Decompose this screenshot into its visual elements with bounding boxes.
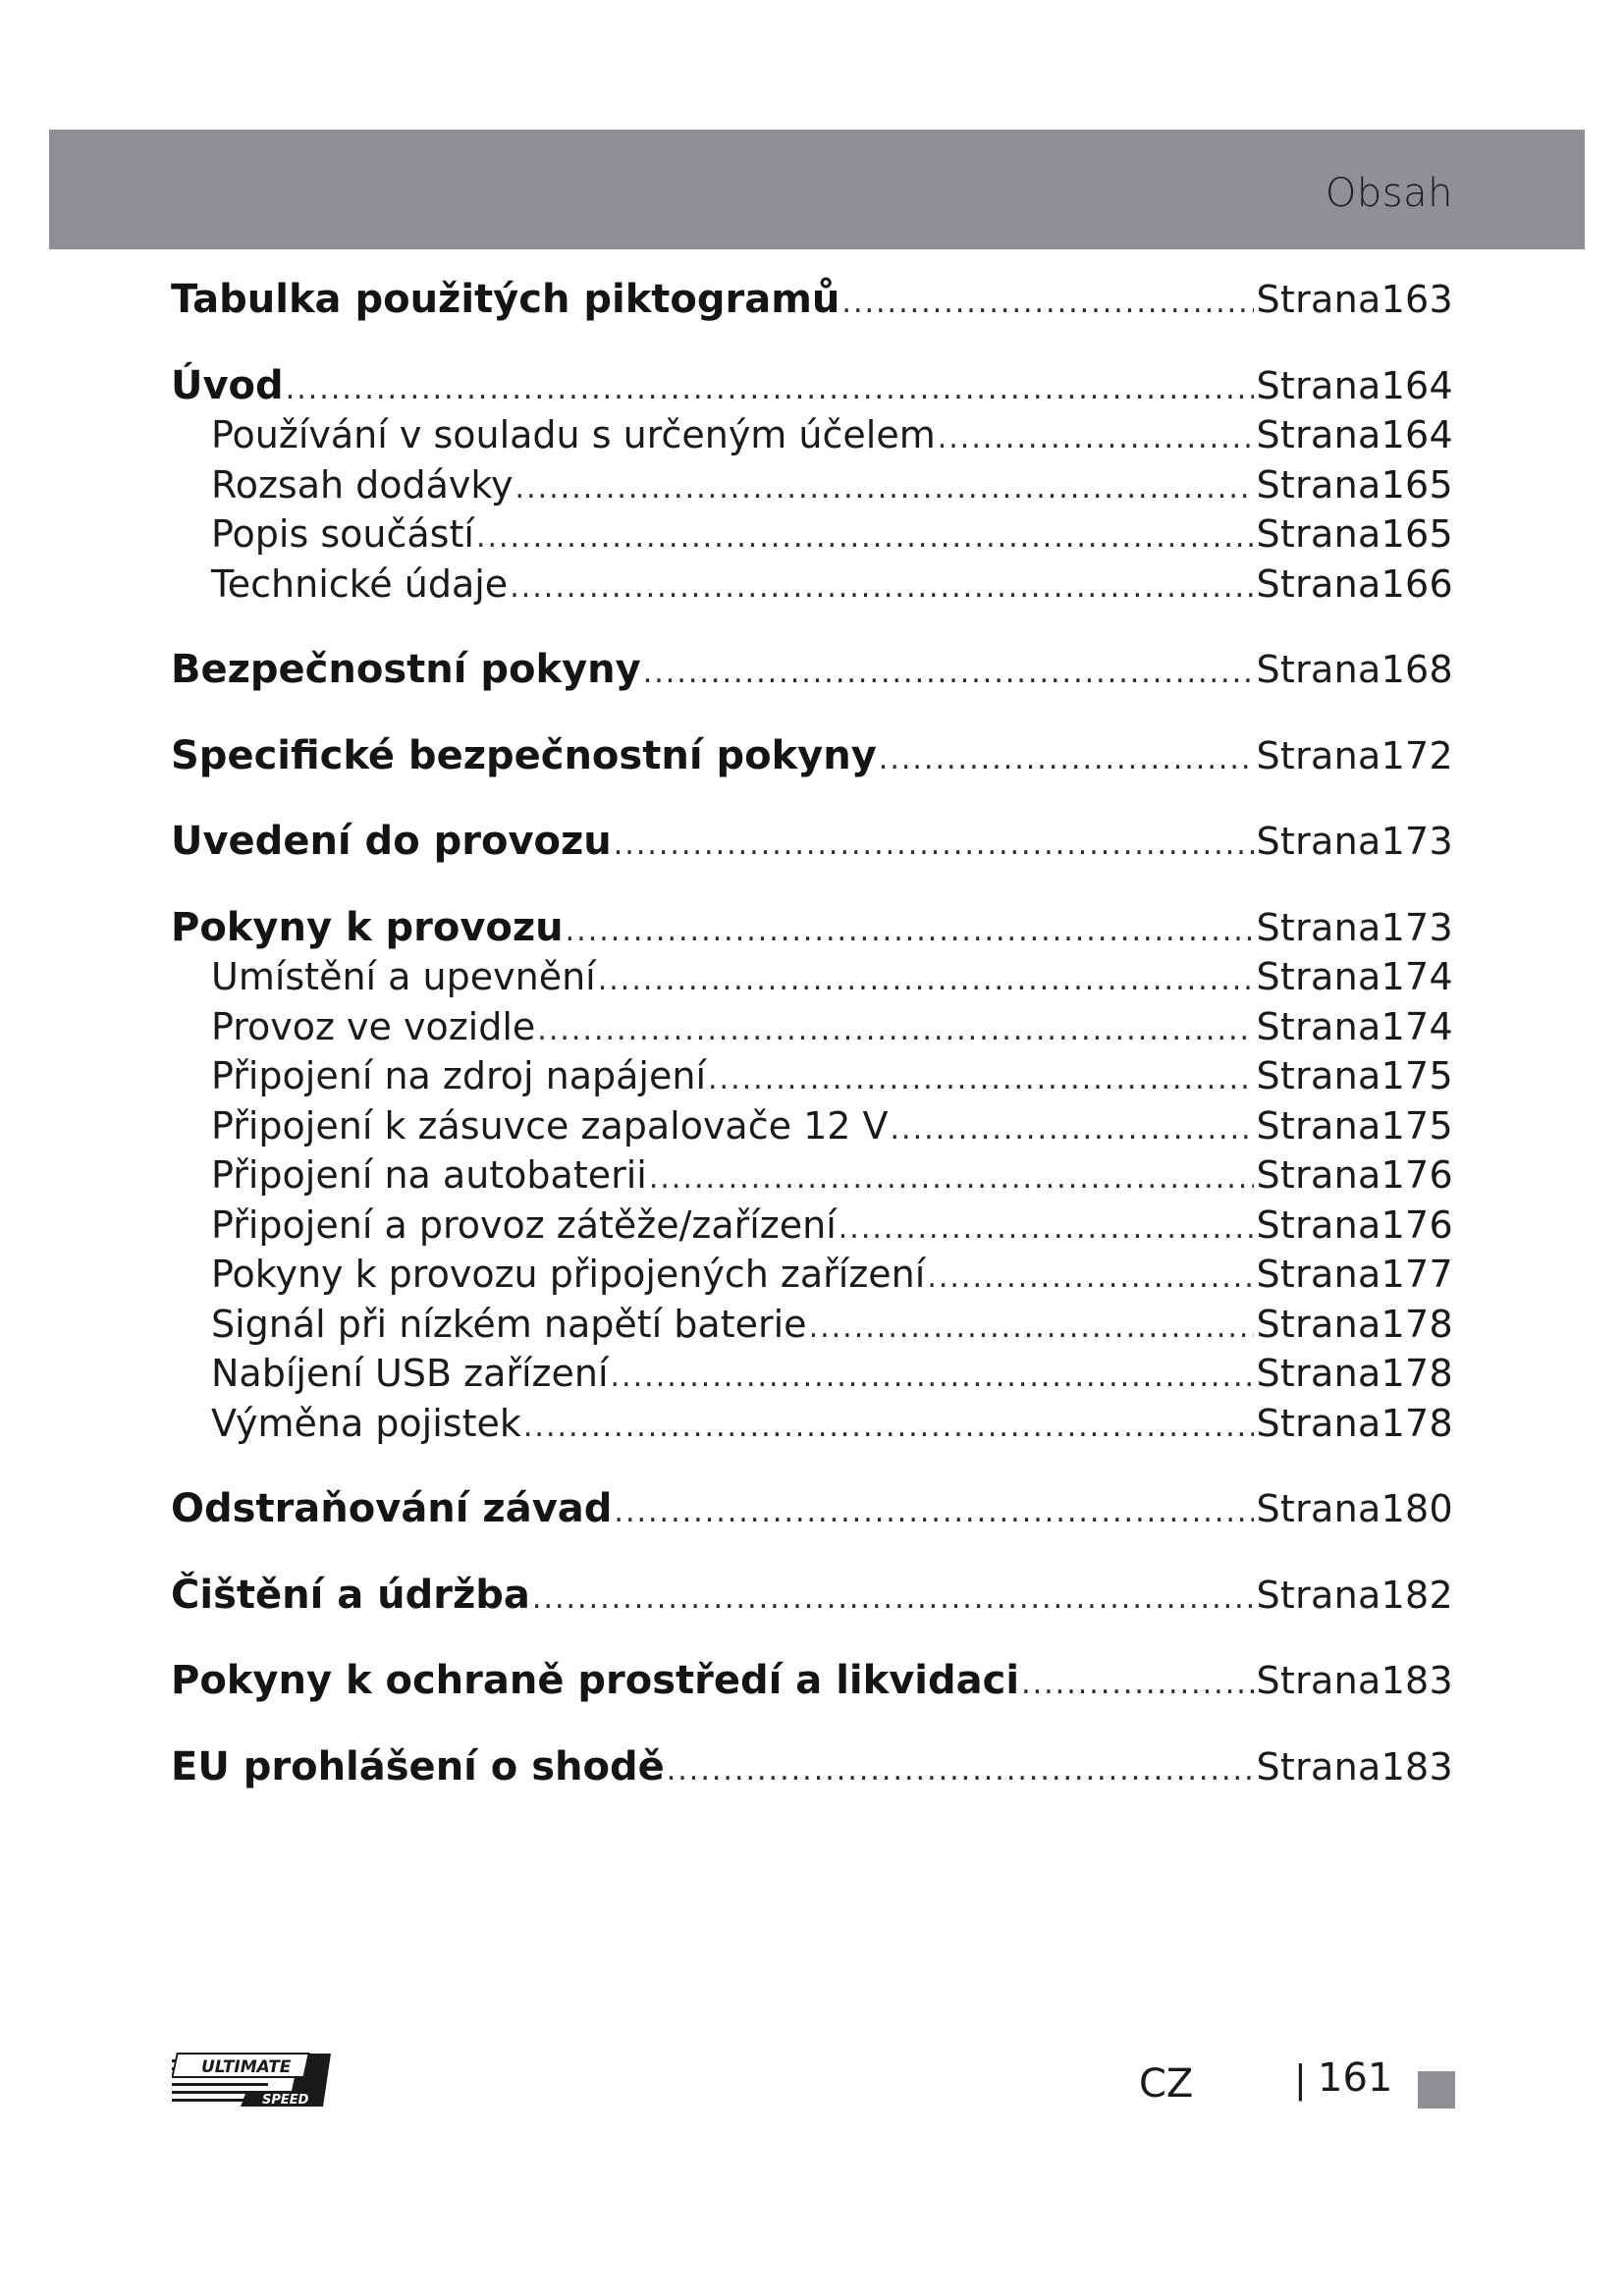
dot-leader [708, 1055, 1254, 1105]
toc-entry-title: Připojení na autobaterii [211, 1153, 647, 1197]
toc-entry-title: Nabíjení USB zařízení [211, 1352, 609, 1395]
toc-entry-page: Strana174 [1256, 955, 1453, 998]
toc-entry-page: Strana178 [1256, 1352, 1453, 1395]
toc-entry-page: Strana172 [1256, 733, 1453, 777]
toc-sub-entry[interactable] [171, 1300, 1453, 1350]
toc-entry-title: Rozsah dodávky [211, 462, 514, 507]
ultimate-speed-logo [172, 2052, 331, 2109]
toc-sub-entry[interactable] [171, 1051, 1453, 1101]
dot-leader [614, 821, 1255, 871]
logo-text-bottom: SPEED [262, 2093, 309, 2108]
toc-entry-title: Provoz ve vozidle [211, 1004, 536, 1048]
toc-section [171, 645, 1453, 695]
toc-entry-title: Připojení a provoz zátěže/zařízení [211, 1202, 837, 1247]
toc-sub-entry[interactable] [171, 1201, 1453, 1251]
toc-entry-title: Připojení na zdroj napájení [211, 1054, 707, 1097]
dot-leader [476, 513, 1255, 563]
dot-leader [611, 1353, 1255, 1403]
toc-entry-title: Používání v souladu s určeným účelem [211, 413, 936, 456]
dot-leader [532, 1575, 1255, 1625]
dot-leader [598, 956, 1255, 1006]
dot-leader [523, 1403, 1255, 1453]
toc-main-entry[interactable] [171, 1656, 1453, 1706]
toc-entry-page: Strana178 [1256, 1401, 1453, 1445]
dot-leader [938, 414, 1255, 464]
toc-section [171, 275, 1453, 325]
toc-entry-page: Strana166 [1256, 561, 1453, 606]
toc-entry-title: Popis součástí [211, 512, 474, 556]
dot-leader [649, 1154, 1255, 1204]
toc-entry-page: Strana177 [1256, 1253, 1453, 1296]
toc-entry-page: Strana175 [1256, 1054, 1453, 1097]
toc-entry-page: Strana183 [1256, 1744, 1453, 1789]
toc-main-entry[interactable] [171, 1571, 1453, 1621]
toc-entry-page: Strana176 [1256, 1153, 1453, 1197]
toc-sub-entry[interactable] [171, 1150, 1453, 1201]
toc-entry-title: Výměna pojistek [211, 1401, 521, 1445]
toc-sub-entry[interactable] [171, 410, 1453, 460]
toc-sub-entry[interactable] [171, 509, 1453, 560]
toc-section [171, 1656, 1453, 1706]
page-title: Obsah [1325, 171, 1453, 216]
toc-entry-title: Uvedení do provozu [171, 819, 612, 864]
language-code: CZ [1139, 2061, 1194, 2107]
toc-section [171, 731, 1453, 781]
dot-leader [1021, 1660, 1254, 1710]
dot-leader [643, 649, 1255, 699]
toc-sub-entry[interactable] [171, 1349, 1453, 1399]
toc-entry-title: Připojení k zásuvce zapalovače 12 V [211, 1103, 889, 1148]
toc-section [171, 817, 1453, 867]
toc-entry-title: Odstraňování závad [171, 1486, 613, 1531]
dot-leader [839, 1204, 1255, 1255]
toc-entry-page: Strana163 [1256, 278, 1453, 321]
toc-entry-page: Strana174 [1256, 1004, 1453, 1048]
toc-entry-title: Pokyny k ochraně prostředí a likvidaci [171, 1658, 1020, 1703]
table-of-contents [171, 275, 1453, 1828]
dot-leader [927, 1254, 1254, 1304]
toc-section [171, 1742, 1453, 1792]
toc-entry-page: Strana173 [1256, 820, 1453, 863]
toc-sub-entry[interactable] [171, 952, 1453, 1002]
dot-leader [891, 1105, 1255, 1155]
toc-main-entry[interactable] [171, 817, 1453, 867]
toc-sub-entry[interactable] [171, 460, 1453, 510]
footer-square-marker [1418, 2071, 1455, 2109]
toc-entry-title: Čištění a údržba [171, 1572, 530, 1618]
toc-entry-title: Signál při nízkém napětí baterie [211, 1302, 807, 1346]
toc-entry-title: Pokyny k provozu připojených zařízení [211, 1253, 926, 1296]
toc-main-entry[interactable] [171, 275, 1453, 325]
toc-entry-page: Strana168 [1256, 648, 1453, 691]
toc-section [171, 1571, 1453, 1621]
toc-entry-page: Strana176 [1256, 1202, 1453, 1247]
toc-sub-entry[interactable] [171, 1399, 1453, 1449]
toc-entry-page: Strana178 [1256, 1302, 1453, 1346]
toc-entry-page: Strana183 [1256, 1659, 1453, 1702]
toc-entry-title: Specifické bezpečnostní pokyny [171, 732, 877, 778]
dot-leader [667, 1746, 1255, 1796]
toc-main-entry[interactable] [171, 1742, 1453, 1792]
toc-entry-title: Technické údaje [211, 561, 509, 606]
toc-entry-page: Strana175 [1256, 1103, 1453, 1148]
toc-entry-title: Pokyny k provozu [171, 904, 564, 950]
page-number: 161 [1318, 2056, 1393, 2101]
logo-text-top: ULTIMATE [201, 2057, 292, 2077]
toc-entry-title: Tabulka použitých piktogramů [171, 277, 840, 322]
toc-entry-title: Bezpečnostní pokyny [171, 647, 641, 692]
dot-leader [566, 907, 1255, 957]
toc-entry-page: Strana165 [1256, 462, 1453, 507]
toc-sub-entry[interactable] [171, 1250, 1453, 1300]
toc-sub-entry[interactable] [171, 560, 1453, 610]
dot-leader [510, 563, 1254, 614]
toc-entry-title: EU prohlášení o shodě [171, 1743, 665, 1789]
toc-sub-entry[interactable] [171, 1101, 1453, 1151]
toc-entry-page: Strana164 [1256, 363, 1453, 407]
dot-leader [809, 1304, 1255, 1354]
toc-entry-page: Strana164 [1256, 413, 1453, 456]
toc-section [171, 1484, 1453, 1534]
toc-main-entry[interactable] [171, 645, 1453, 695]
dot-leader [286, 365, 1255, 415]
toc-entry-page: Strana182 [1256, 1573, 1453, 1617]
toc-main-entry[interactable] [171, 361, 1453, 411]
footer-separator: | [1294, 2057, 1307, 2101]
dot-leader [614, 1488, 1254, 1538]
toc-entry-page: Strana173 [1256, 905, 1453, 949]
dot-leader [841, 279, 1254, 329]
toc-main-entry[interactable] [171, 903, 1453, 953]
toc-section [171, 903, 1453, 1449]
dot-leader [537, 1006, 1254, 1056]
toc-entry-page: Strana180 [1256, 1487, 1453, 1530]
toc-entry-title: Úvod [171, 362, 284, 408]
toc-entry-page: Strana165 [1256, 512, 1453, 556]
toc-section [171, 361, 1453, 610]
toc-entry-title: Umístění a upevnění [211, 955, 596, 998]
dot-leader [515, 464, 1255, 514]
toc-main-entry[interactable] [171, 1484, 1453, 1534]
header-band [49, 130, 1585, 249]
toc-sub-entry[interactable] [171, 1002, 1453, 1052]
dot-leader [879, 735, 1255, 785]
toc-main-entry[interactable] [171, 731, 1453, 781]
